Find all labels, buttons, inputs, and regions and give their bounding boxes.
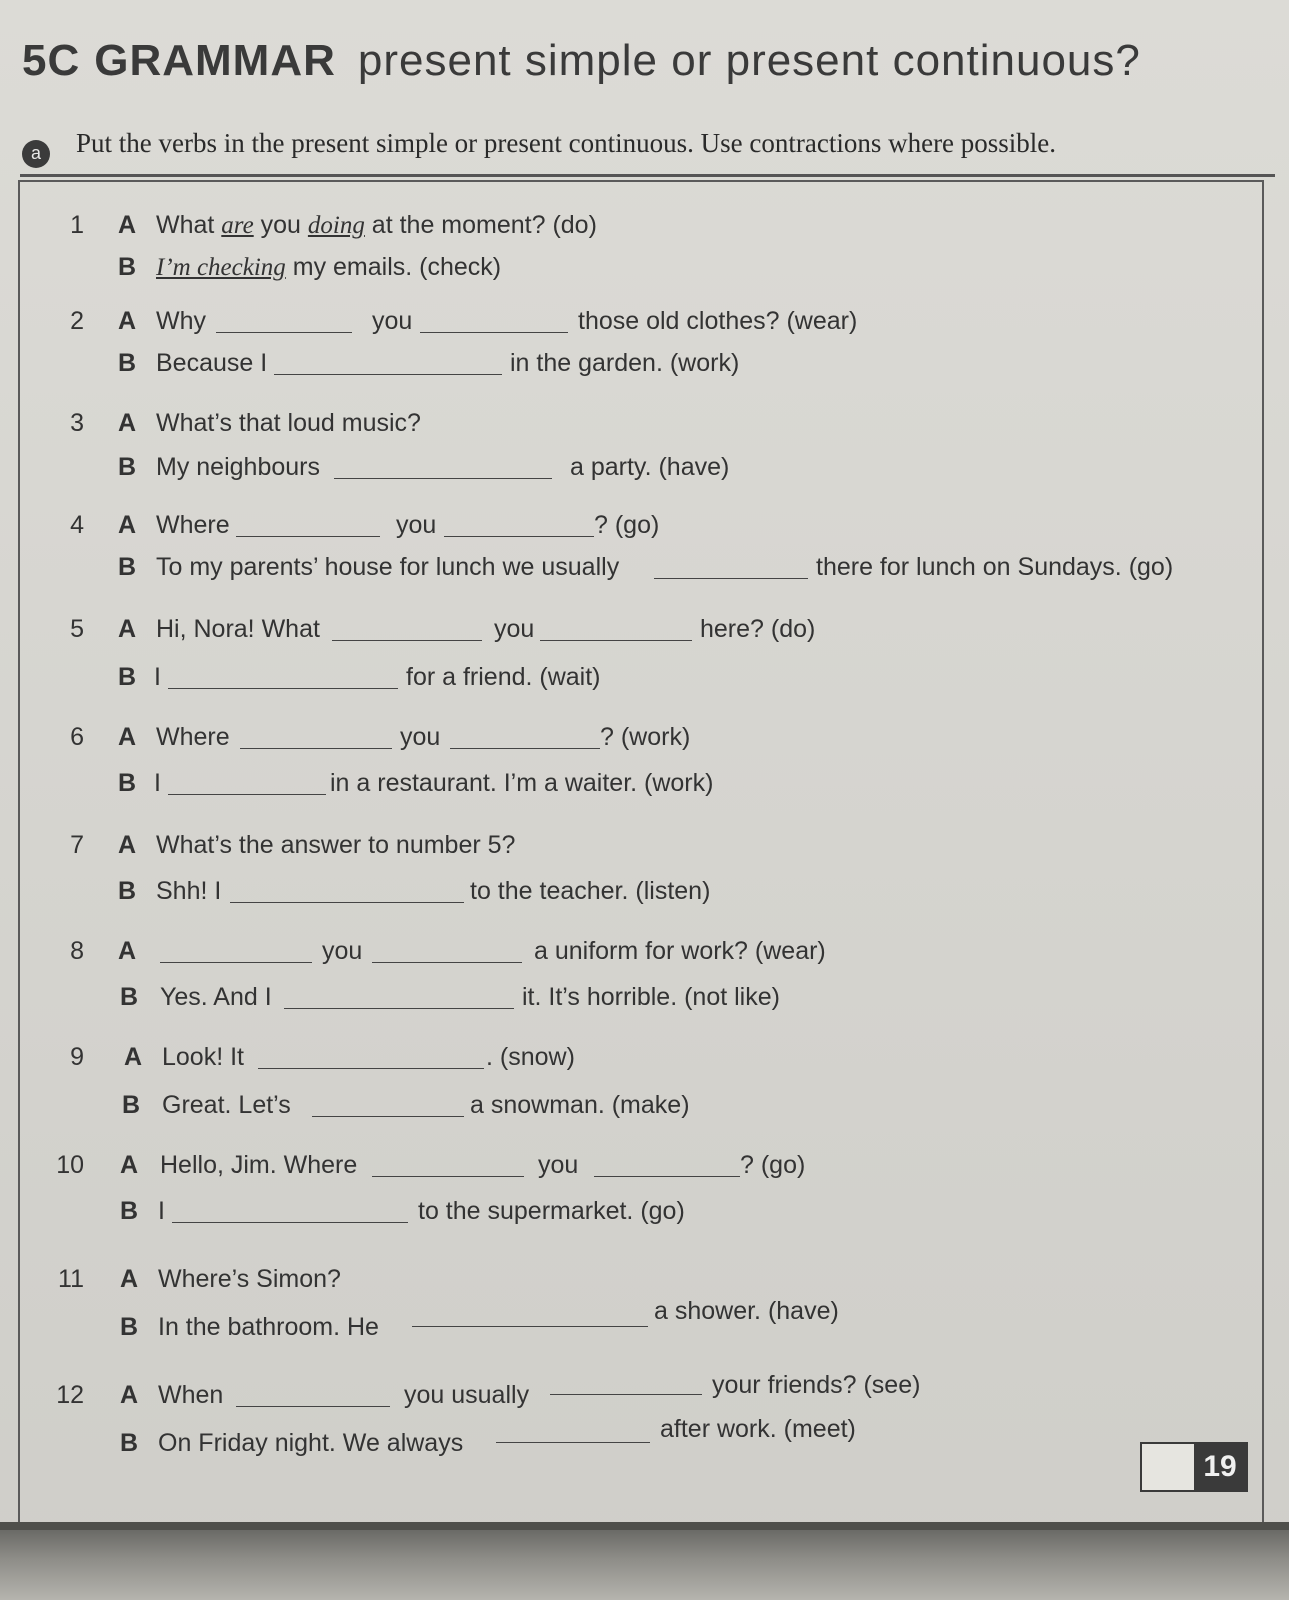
prompt-text: I xyxy=(154,663,161,691)
answer-blank[interactable] xyxy=(412,1326,648,1327)
answer-blank[interactable] xyxy=(594,1176,740,1177)
answer-im-checking: I’m checking xyxy=(156,254,286,281)
item-number: 11 xyxy=(58,1265,84,1293)
speaker-a: A xyxy=(118,937,137,965)
answer-blank[interactable] xyxy=(654,578,808,579)
speaker-b: B xyxy=(118,769,137,797)
section-code: 5C xyxy=(22,36,81,85)
prompt-text: to the supermarket. (go) xyxy=(418,1197,685,1225)
prompt-text: for a friend. (wait) xyxy=(406,663,601,691)
speaker-a: A xyxy=(118,615,137,643)
speaker-b: B xyxy=(118,453,137,481)
prompt-text: . (snow) xyxy=(486,1043,575,1071)
prompt-text: to the teacher. (listen) xyxy=(470,877,711,905)
speaker-a: A xyxy=(118,831,137,859)
answer-blank[interactable] xyxy=(230,902,464,903)
bottom-edge-line xyxy=(0,1522,1289,1530)
answer-blank[interactable] xyxy=(372,962,522,963)
answer-blank[interactable] xyxy=(172,1222,408,1223)
item-1-a-text xyxy=(156,210,597,241)
item-number: 12 xyxy=(56,1381,84,1409)
answer-blank[interactable] xyxy=(312,1116,464,1117)
text-rest: my emails. (check) xyxy=(285,253,502,281)
prompt-text: your friends? (see) xyxy=(712,1371,921,1399)
prompt-text: you xyxy=(372,307,413,335)
speaker-a: A xyxy=(118,409,137,437)
prompt-text: here? (do) xyxy=(700,615,816,643)
answer-are: are xyxy=(221,212,254,239)
speaker-a: A xyxy=(124,1043,143,1071)
text-rest: at the moment? (do) xyxy=(364,211,597,239)
speaker-b: B xyxy=(120,1197,139,1225)
prompt-text: To my parents’ house for lunch we usually xyxy=(156,553,620,581)
prompt-text: Why xyxy=(156,307,206,335)
speaker-a: A xyxy=(118,307,137,335)
speaker-a: A xyxy=(118,211,137,239)
answer-blank[interactable] xyxy=(216,332,352,333)
prompt-text: I xyxy=(158,1197,165,1225)
answer-blank[interactable] xyxy=(274,374,502,375)
speaker-a: A xyxy=(120,1265,139,1293)
prompt-text: you xyxy=(322,937,363,965)
item-number: 7 xyxy=(70,831,84,859)
prompt-text: Because I xyxy=(156,349,268,377)
prompt-text: you xyxy=(538,1151,579,1179)
answer-blank[interactable] xyxy=(236,1406,390,1407)
prompt-text: ? (work) xyxy=(600,723,691,751)
prompt-text: it. It’s horrible. (not like) xyxy=(522,983,780,1011)
speaker-a: A xyxy=(120,1151,139,1179)
prompt-text: in the garden. (work) xyxy=(510,349,740,377)
item-number: 8 xyxy=(70,937,84,965)
speaker-b: B xyxy=(118,553,137,581)
prompt-text: ? (go) xyxy=(594,511,660,539)
exercise-instruction: Put the verbs in the present simple or present continuous. Use contractions where possible. xyxy=(76,128,1057,158)
answer-blank[interactable] xyxy=(444,536,594,537)
item-number: 1 xyxy=(70,211,84,239)
text-you: you xyxy=(253,211,308,239)
prompt-text: a party. (have) xyxy=(570,453,730,481)
answer-blank[interactable] xyxy=(332,640,482,641)
answer-blank[interactable] xyxy=(240,748,392,749)
divider-line xyxy=(20,174,1275,177)
prompt-text: you xyxy=(400,723,441,751)
speaker-a: A xyxy=(118,723,137,751)
item-number: 9 xyxy=(70,1043,84,1071)
answer-blank[interactable] xyxy=(540,640,692,641)
speaker-a: A xyxy=(120,1381,139,1409)
prompt-text: Yes. And I xyxy=(160,983,272,1011)
answer-blank[interactable] xyxy=(168,688,398,689)
answer-blank[interactable] xyxy=(168,794,326,795)
prompt-text: those old clothes? (wear) xyxy=(578,307,858,335)
speaker-b: B xyxy=(118,877,137,905)
prompt-text: Shh! I xyxy=(156,877,222,905)
exercise-badge: a xyxy=(22,140,50,168)
prompt-text: there for lunch on Sundays. (go) xyxy=(816,553,1174,581)
answer-blank[interactable] xyxy=(284,1008,514,1009)
bottom-shadow xyxy=(0,1530,1289,1600)
answer-blank[interactable] xyxy=(420,332,568,333)
answer-blank[interactable] xyxy=(496,1442,650,1443)
prompt-text: in a restaurant. I’m a waiter. (work) xyxy=(330,769,714,797)
prompt-text: a shower. (have) xyxy=(654,1297,839,1325)
prompt-text: I xyxy=(154,769,161,797)
prompt-text: Great. Let’s xyxy=(162,1091,291,1119)
prompt-text: after work. (meet) xyxy=(660,1415,856,1443)
answer-blank[interactable] xyxy=(550,1394,702,1395)
speaker-b: B xyxy=(118,253,137,281)
prompt-text: you xyxy=(396,511,437,539)
prompt-text: a snowman. (make) xyxy=(470,1091,690,1119)
text-what: What xyxy=(156,211,222,239)
prompt-text: a uniform for work? (wear) xyxy=(534,937,826,965)
speaker-b: B xyxy=(118,663,137,691)
item-number: 3 xyxy=(70,409,84,437)
prompt-text: When xyxy=(158,1381,224,1409)
prompt-text: Hi, Nora! What xyxy=(156,615,320,643)
prompt-text: you xyxy=(494,615,535,643)
answer-blank[interactable] xyxy=(334,478,552,479)
prompt-text: What’s that loud music? xyxy=(156,409,421,437)
page-number-box xyxy=(1140,1442,1248,1492)
answer-blank[interactable] xyxy=(160,962,312,963)
answer-blank[interactable] xyxy=(236,536,380,537)
answer-blank[interactable] xyxy=(450,748,600,749)
prompt-text: ? (go) xyxy=(740,1151,806,1179)
section-word: GRAMMAR xyxy=(94,36,336,85)
speaker-b: B xyxy=(120,1429,139,1457)
prompt-text: On Friday night. We always xyxy=(158,1429,464,1457)
prompt-text: Hello, Jim. Where xyxy=(160,1151,358,1179)
prompt-text: Where’s Simon? xyxy=(158,1265,341,1293)
item-1-b-text xyxy=(156,252,501,283)
prompt-text: Where xyxy=(156,511,230,539)
prompt-text: you usually xyxy=(404,1381,530,1409)
speaker-b: B xyxy=(118,349,137,377)
prompt-text: Where xyxy=(156,723,230,751)
speaker-b: B xyxy=(122,1091,141,1119)
item-number: 2 xyxy=(70,307,84,335)
prompt-text: Look! It xyxy=(162,1043,244,1071)
item-number: 6 xyxy=(70,723,84,751)
prompt-text: My neighbours xyxy=(156,453,320,481)
page-number: 19 xyxy=(1194,1444,1246,1490)
item-number: 10 xyxy=(56,1151,84,1179)
prompt-text: In the bathroom. He xyxy=(158,1313,379,1341)
item-number: 4 xyxy=(70,511,84,539)
speaker-b: B xyxy=(120,1313,139,1341)
answer-doing: doing xyxy=(307,212,365,239)
item-number: 5 xyxy=(70,615,84,643)
answer-blank[interactable] xyxy=(258,1068,484,1069)
speaker-a: A xyxy=(118,511,137,539)
answer-blank[interactable] xyxy=(372,1176,524,1177)
page-title xyxy=(22,36,1141,86)
speaker-b: B xyxy=(120,983,139,1011)
prompt-text: What’s the answer to number 5? xyxy=(156,831,516,859)
section-subtitle: present simple or present continuous? xyxy=(357,36,1141,85)
